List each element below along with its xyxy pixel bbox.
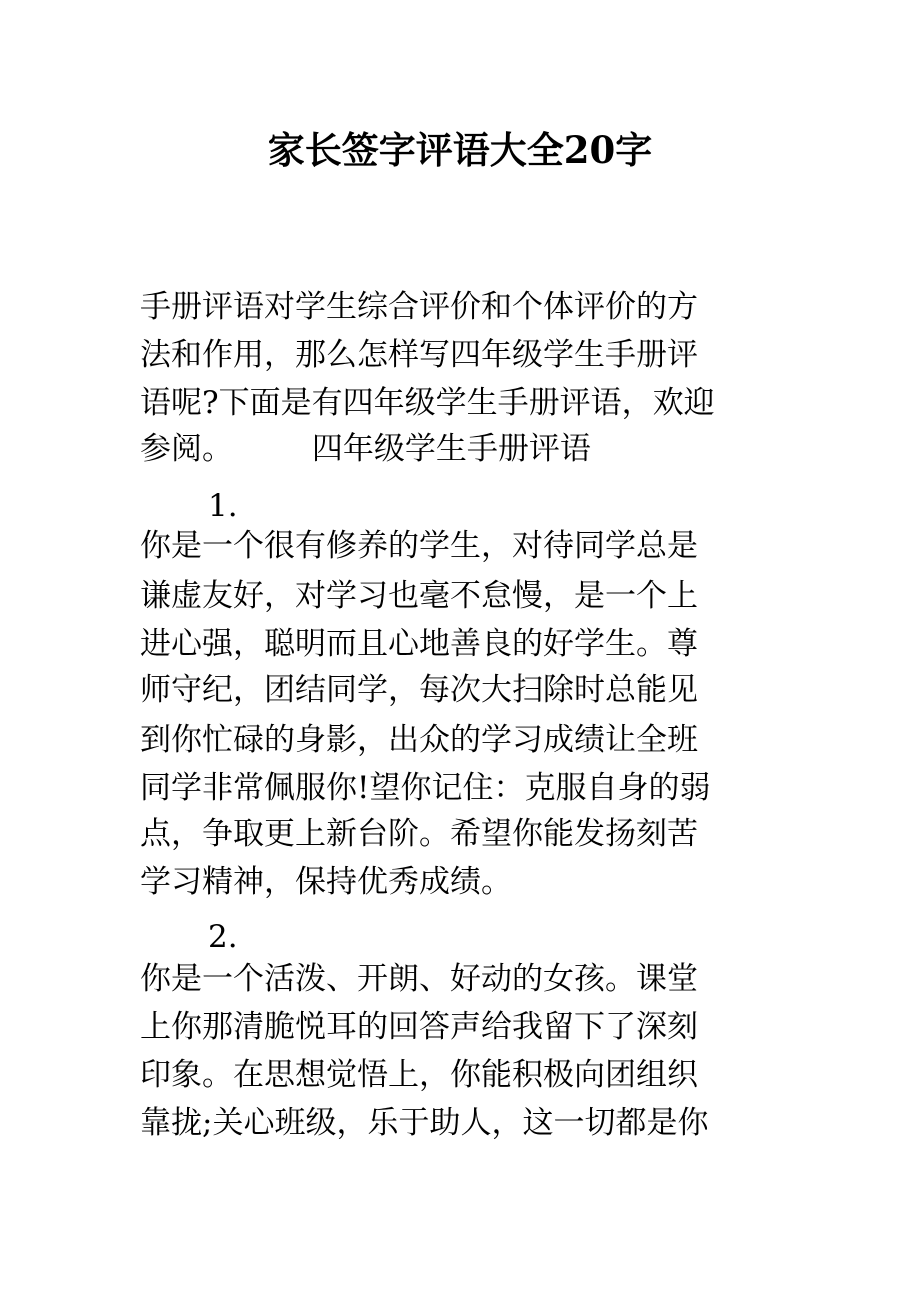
item-line: 点，争取更上新台阶。希望你能发扬刻苦	[140, 816, 698, 852]
item-line: 你是一个很有修养的学生，对待同学总是	[140, 528, 698, 564]
document-title: 家长签字评语大全20字	[267, 128, 653, 172]
item-line: 同学非常佩服你!望你记住：克服自身的弱	[140, 770, 711, 806]
item-line: 靠拢;关心班级，乐于助人，这一切都是你	[140, 1105, 709, 1141]
intro-line: 参阅。 四年级学生手册评语	[140, 431, 591, 467]
item-line: 师守纪，团结同学，每次大扫除时总能见	[140, 672, 698, 708]
item-line: 进心强，聪明而且心地善良的好学生。尊	[140, 626, 698, 662]
intro-line: 法和作用，那么怎样写四年级学生手册评	[140, 337, 698, 373]
item-number: 2.	[208, 919, 238, 955]
item-line: 到你忙碌的身影，出众的学习成绩让全班	[140, 722, 698, 758]
intro-line: 语呢?下面是有四年级学生手册评语，欢迎	[140, 385, 715, 421]
intro-line: 手册评语对学生综合评价和个体评价的方	[140, 289, 698, 325]
item-line: 谦虚友好，对学习也毫不怠慢，是一个上	[140, 578, 698, 614]
item-number: 1.	[208, 488, 238, 524]
item-line: 印象。在思想觉悟上，你能积极向团组织	[140, 1057, 698, 1093]
item-line: 上你那清脆悦耳的回答声给我留下了深刻	[140, 1009, 698, 1045]
item-line: 你是一个活泼、开朗、好动的女孩。课堂	[140, 961, 698, 997]
item-line: 学习精神，保持优秀成绩。	[140, 864, 512, 900]
